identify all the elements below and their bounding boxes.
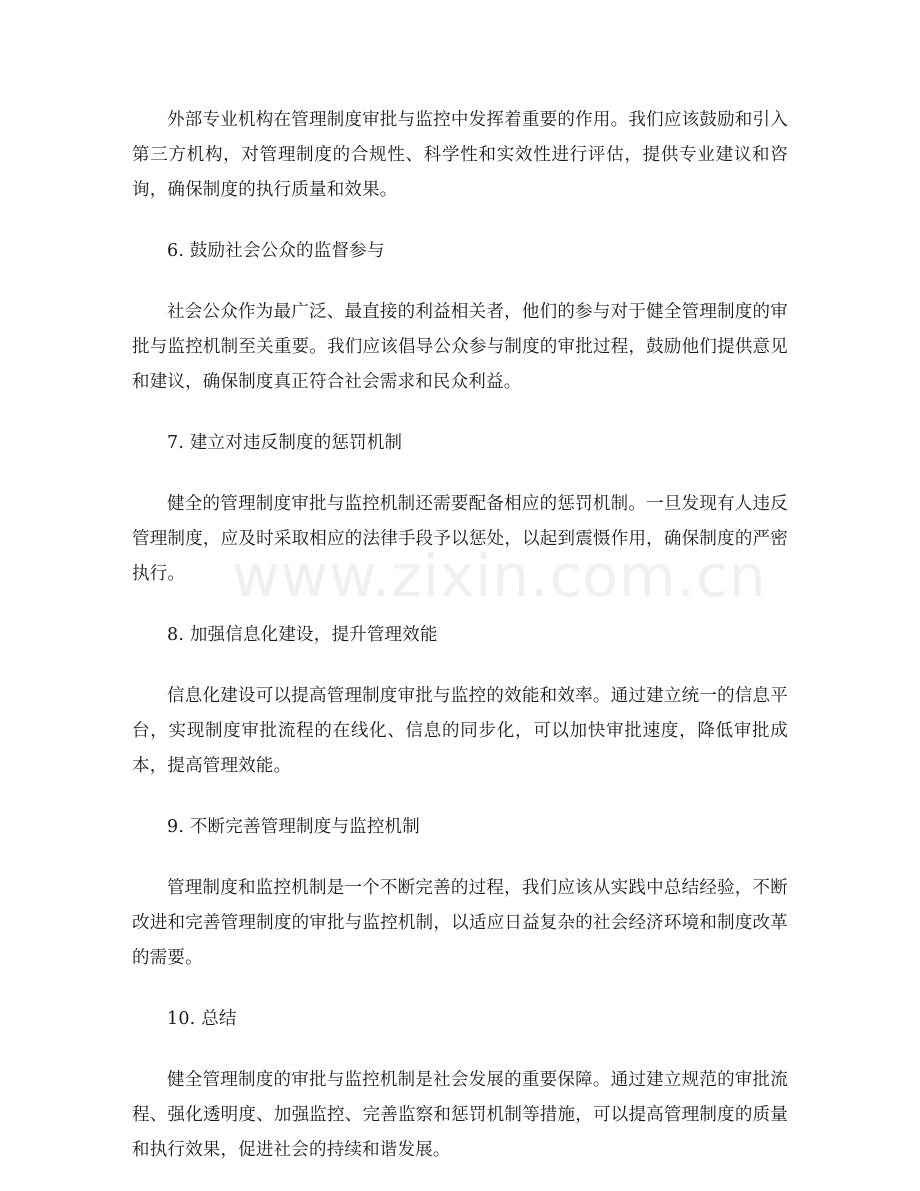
spacer — [132, 653, 788, 679]
heading-summary: 10. 总结 — [167, 1009, 237, 1029]
spacer — [132, 784, 788, 810]
heading-informatization: 8. 加强信息化建设，提升管理效能 — [167, 625, 438, 645]
heading-public-supervision: 6. 鼓励社会公众的监督参与 — [167, 241, 385, 261]
heading-penalty-mechanism: 7. 建立对违反制度的惩罚机制 — [167, 433, 403, 453]
spacer — [132, 592, 788, 618]
paragraph-informatization: 信息化建设可以提高管理制度审批与监控的效能和效率。通过建立统一的信息平台，实现制度审批流程的在线化、信息的同步化，可以加快审批速度，降低审批成本，提高管理效能。 — [132, 686, 788, 776]
spacer — [132, 269, 788, 295]
paragraph-summary: 健全管理制度的审批与监控机制是社会发展的重要保障。通过建立规范的审批流程、强化透明度、加强监控、完善监察和惩罚机制等措施，可以提高管理制度的质量和执行效果，促进社会的持续和谐发展。 — [132, 1070, 788, 1160]
spacer — [132, 208, 788, 234]
heading-continuous-improvement: 9. 不断完善管理制度与监控机制 — [167, 817, 420, 837]
document-body — [132, 103, 788, 1168]
paragraph-continuous-improvement: 管理制度和监控机制是一个不断完善的过程，我们应该从实践中总结经验，不断改进和完善管理制度的审批与监控机制，以适应日益复杂的社会经济环境和制度改革的需要。 — [132, 878, 788, 968]
paragraph-penalty-mechanism: 健全的管理制度审批与监控机制还需要配备相应的惩罚机制。一旦发现有人违反管理制度，应及时采取相应的法律手段予以惩处，以起到震慑作用，确保制度的严密执行。 — [132, 494, 788, 584]
paragraph-public-supervision: 社会公众作为最广泛、最直接的利益相关者，他们的参与对于健全管理制度的审批与监控机制至关重要。我们应该倡导公众参与制度的审批过程，鼓励他们提供意见和建议，确保制度真正符合社会需求和民众利益。 — [132, 302, 788, 392]
watermark: www.zixin.com.cn — [232, 542, 767, 610]
paragraph-external-agencies: 外部专业机构在管理制度审批与监控中发挥着重要的作用。我们应该鼓励和引入第三方机构，对管理制度的合规性、科学性和实效性进行评估，提供专业建议和咨询，确保制度的执行质量和效果。 — [132, 110, 788, 200]
spacer — [132, 461, 788, 487]
spacer — [132, 400, 788, 426]
spacer — [132, 845, 788, 871]
spacer — [132, 1037, 788, 1063]
spacer — [132, 976, 788, 1002]
